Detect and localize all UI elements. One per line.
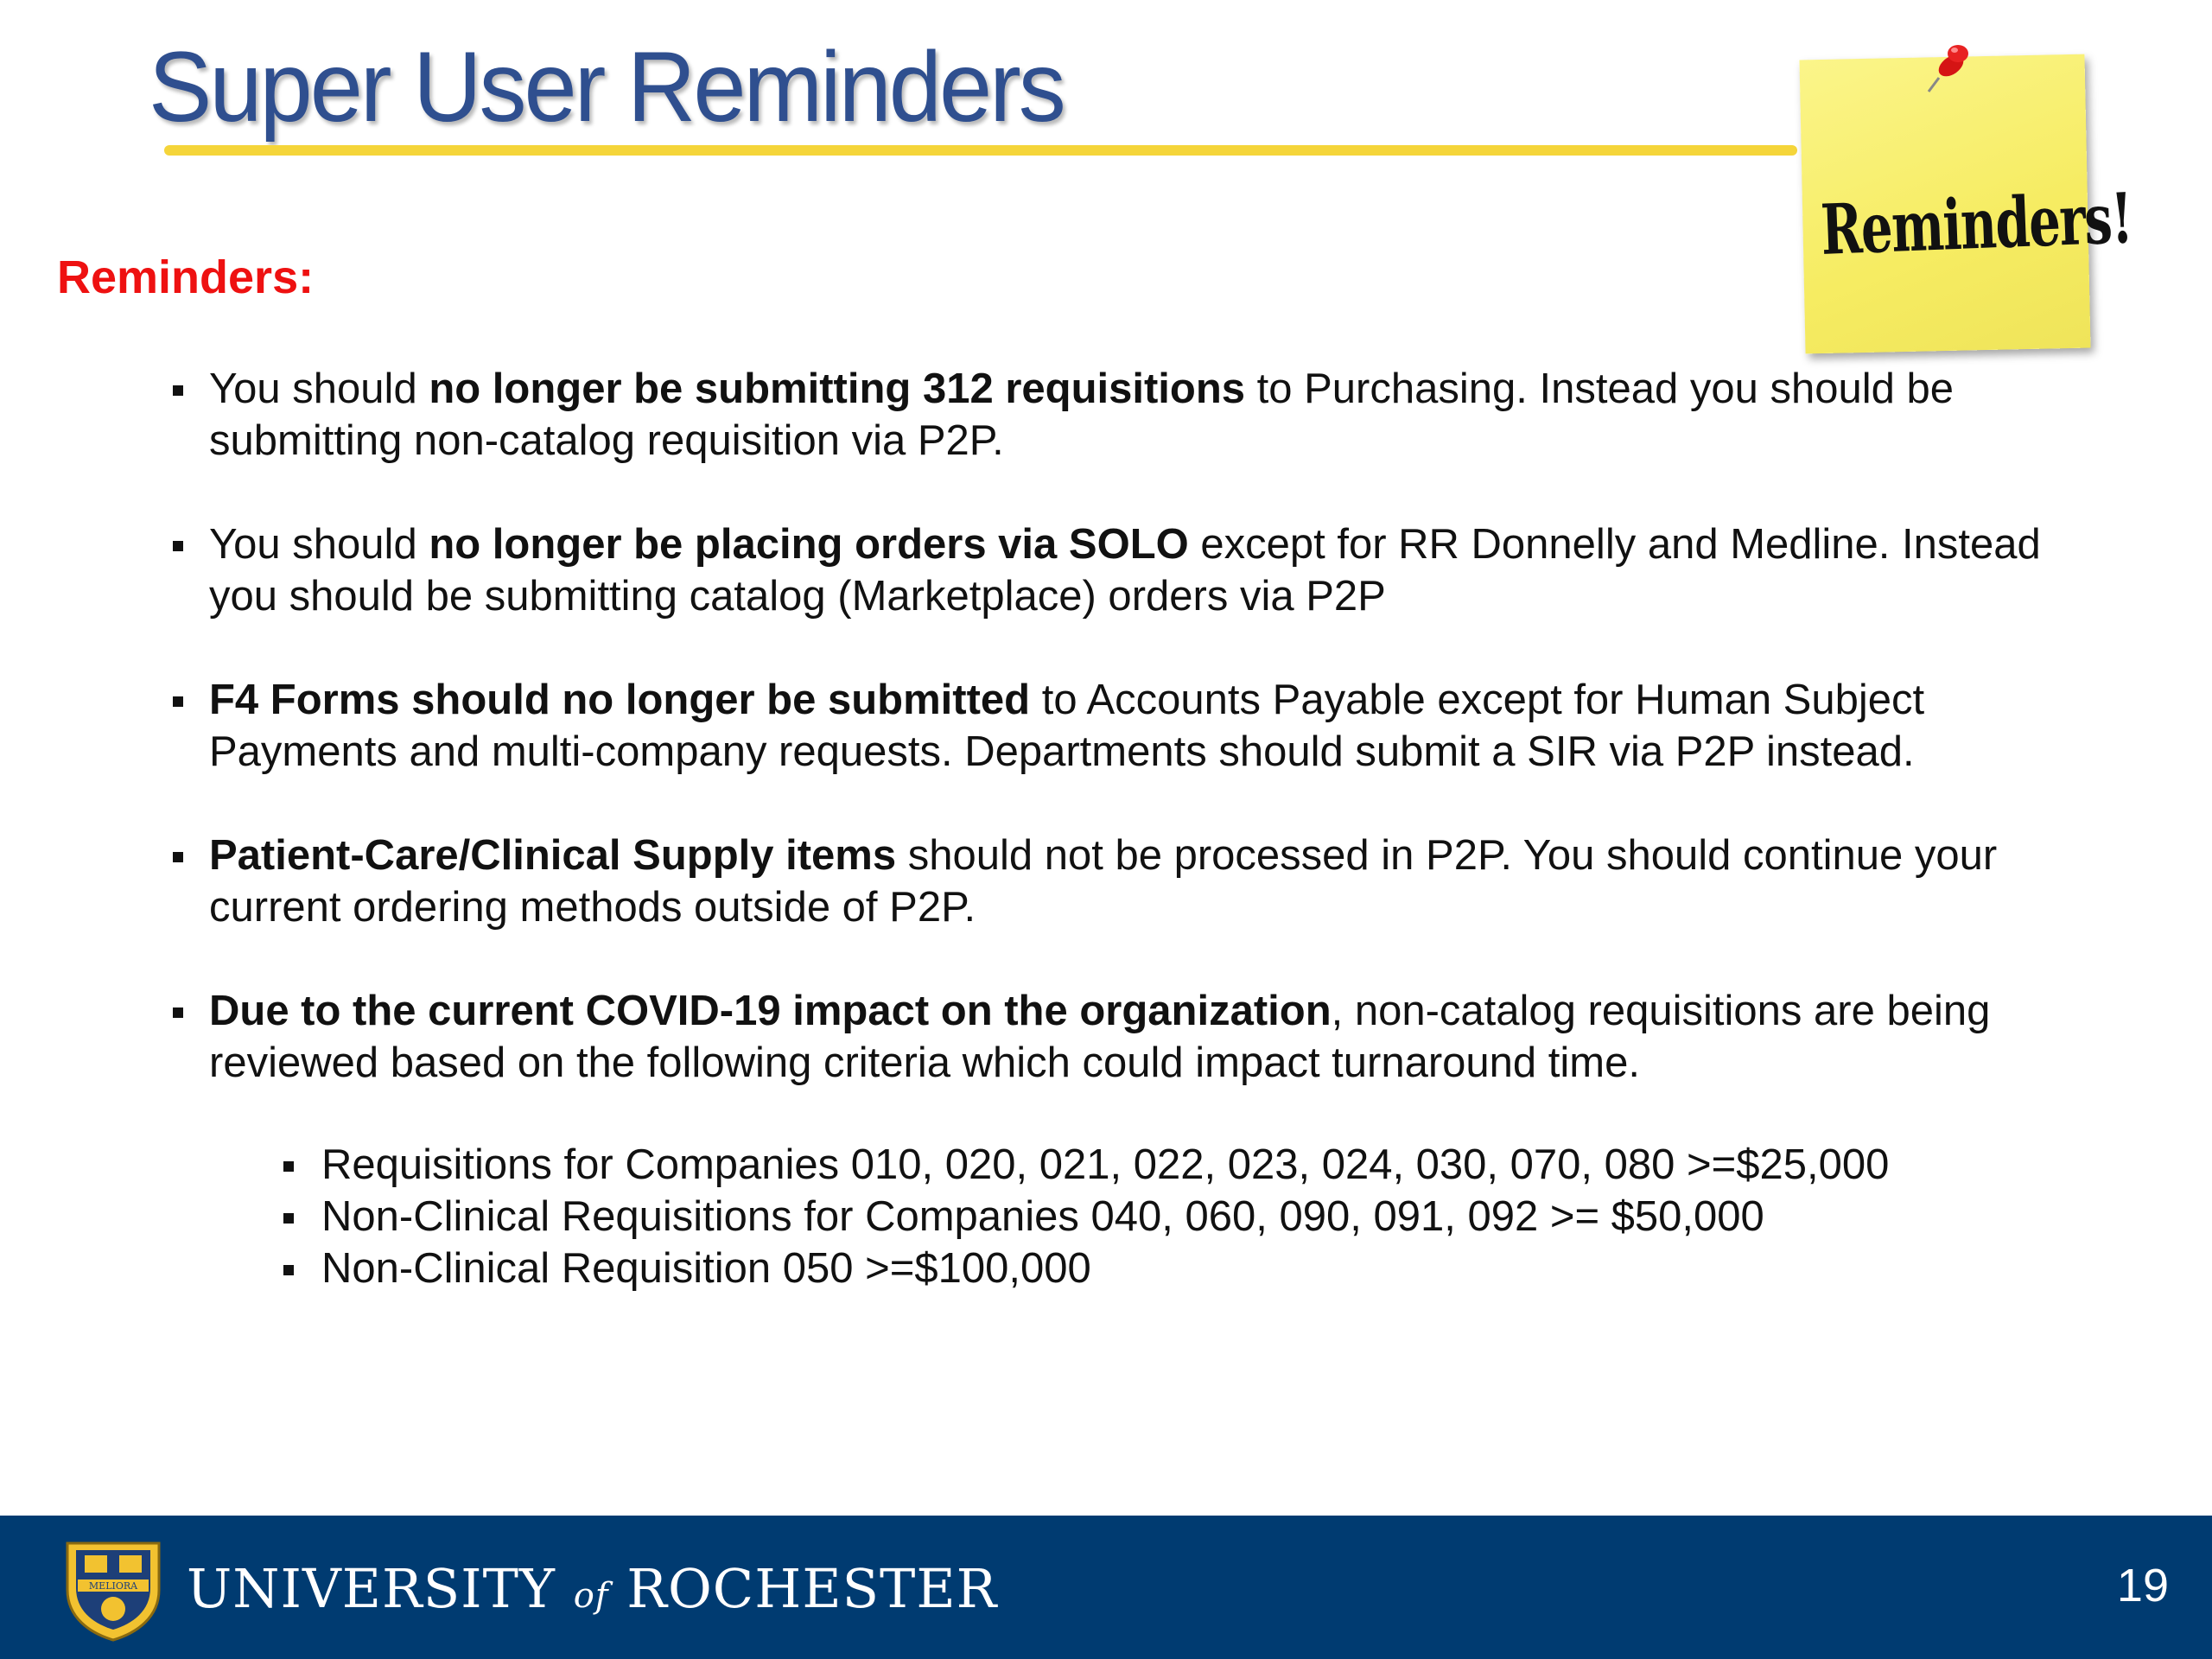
- bullet-text-rest: , non-catalog requisitions are being reviewed based on the following criteria which could impact turnaround time.: [209, 988, 1991, 1086]
- bullet-text-rest: except for RR Donnelly and Medline. Instead you should be submitting catalog (Marketplace) orders via P2P: [209, 521, 2041, 620]
- footer-bar: [0, 1516, 2212, 1659]
- bullet-text-rest: to Purchasing. Instead you should be submitting non-catalog requisition via P2P.: [209, 365, 1954, 464]
- bullet-text-rest: to Accounts Payable except for Human Subject Payments and multi-company requests. Departments should submit a SIR via P2P instead.: [209, 677, 1925, 775]
- bullet-text-bold: no longer be placing orders via SOLO: [429, 521, 1189, 568]
- slide-title: Super User Reminders: [149, 30, 1064, 143]
- wordmark-university: UNIVERSITY: [187, 1557, 556, 1620]
- university-shield-logo: [59, 1536, 168, 1642]
- bullet-text-bold: Patient-Care/Clinical Supply items: [209, 832, 897, 879]
- criteria-item: Non-Clinical Requisitions for Companies 040, 060, 090, 091, 092 >= $50,000: [278, 1191, 1889, 1243]
- reminder-bullet: [166, 830, 2101, 933]
- logo-motto: MELIORA: [88, 1580, 138, 1592]
- reminder-bullet: [166, 985, 2101, 1089]
- bullet-text-rest: should not be processed in P2P. You should continue your current ordering methods outside of P2P.: [209, 832, 1998, 931]
- push-pin-icon: [1920, 36, 1980, 97]
- reminder-bullet: [166, 674, 2101, 778]
- criteria-list: [278, 1139, 1889, 1294]
- reminder-bullet: [166, 363, 2101, 467]
- reminders-sticky-note: [1794, 36, 2133, 356]
- criteria-item: Requisitions for Companies 010, 020, 021, 022, 023, 024, 030, 070, 080 >=$25,000: [278, 1139, 1889, 1191]
- reminders-heading: Reminders:: [57, 251, 315, 303]
- bullet-text-bold: Due to the current COVID-19 impact on the organization: [209, 988, 1332, 1034]
- reminder-bullet: [166, 518, 2101, 622]
- wordmark-of: of: [573, 1576, 609, 1616]
- sticky-note-paper: [1799, 54, 2133, 354]
- bullet-text-bold: F4 Forms should no longer be submitted: [209, 677, 1031, 723]
- university-wordmark: [187, 1557, 997, 1620]
- reminder-list: [166, 363, 2101, 1141]
- bullet-text-lead: You should: [209, 521, 429, 568]
- wordmark-rochester: ROCHESTER: [626, 1557, 998, 1620]
- sticky-note-label: Reminders!: [1819, 177, 2133, 270]
- criteria-item: Non-Clinical Requisition 050 >=$100,000: [278, 1243, 1889, 1294]
- title-underline: [164, 145, 1797, 156]
- page-number: 19: [2116, 1560, 2169, 1611]
- bullet-text-lead: You should: [209, 365, 429, 412]
- bullet-text-bold: no longer be submitting 312 requisitions: [429, 365, 1246, 412]
